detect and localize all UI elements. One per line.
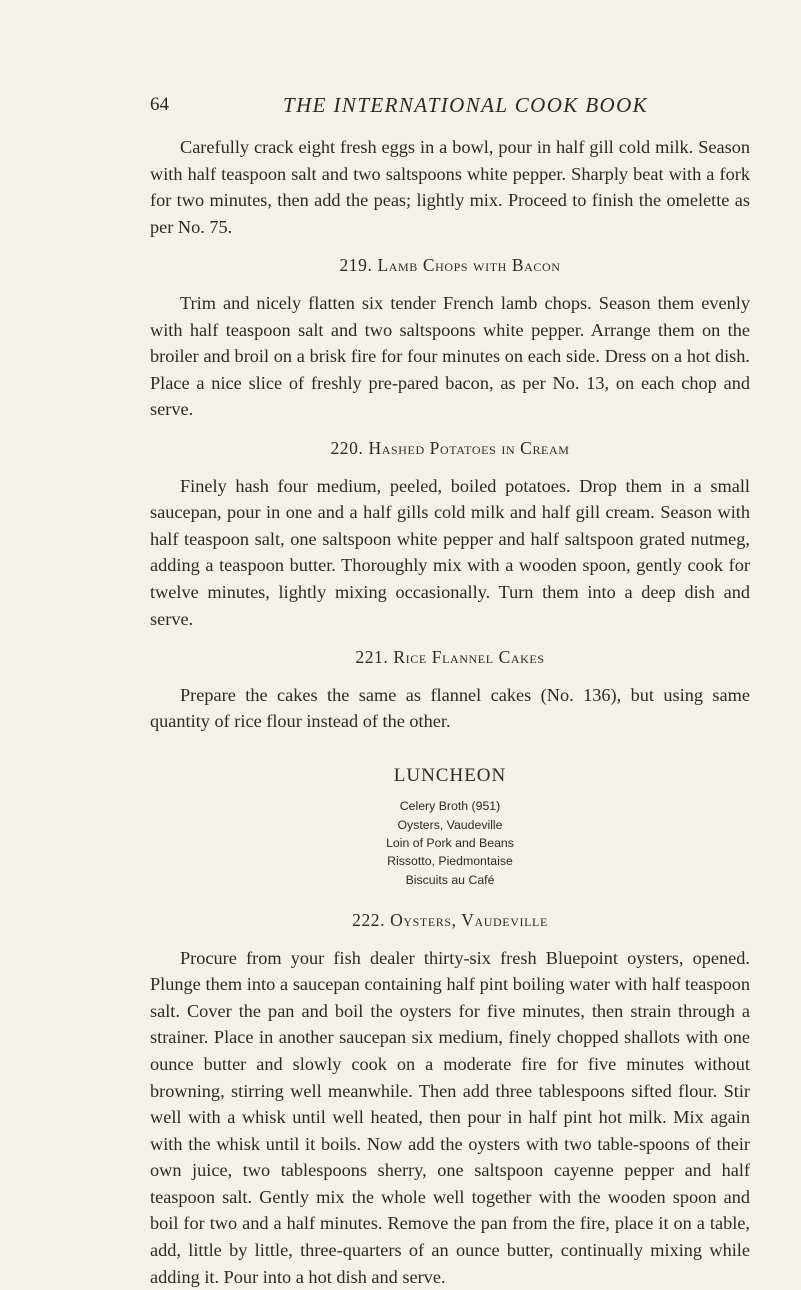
recipe-heading-220 — [150, 435, 750, 462]
recipe-title: Rice Flannel Cakes — [393, 647, 545, 668]
recipe-title: Oysters, Vaudeville — [390, 909, 548, 930]
recipe-heading-221 — [150, 644, 750, 671]
menu-item: Biscuits au Café — [405, 872, 495, 887]
recipe-number: 219. — [339, 255, 373, 276]
page-body — [150, 134, 750, 1290]
menu-item: Celery Broth (951) — [399, 799, 501, 814]
recipe-title: Lamb Chops with Bacon — [377, 255, 561, 276]
intro-paragraph: Carefully crack eight fresh eggs in a bowl, pour in half gill cold milk. Season with half teaspoon salt and two saltspoons white pepper. Sharply beat with a fork for two minutes, then add the peas; lightly mix. Proceed to finish the omelette as per No. 75. — [150, 137, 750, 237]
recipe-number: 222. — [352, 909, 386, 930]
recipe-title: Hashed Potatoes in Cream — [368, 437, 570, 458]
recipe-text-220: Finely hash four medium, peeled, boiled potatoes. Drop them in a small saucepan, pour in one and a half gills cold milk and half gill cream. Season with half teaspoon salt, one saltspoon white pepper and half saltspoon grated nutmeg, adding a teaspoon butter. Thoroughly mix with a wooden spoon, gently cook for twelve minutes, lightly mixing occasionally. Turn them into a deep dish and serve. — [150, 475, 750, 629]
recipe-number: 221. — [355, 647, 389, 668]
menu-items — [150, 797, 750, 888]
recipe-number: 220. — [330, 437, 364, 458]
menu-item: Loin of Pork and Beans — [386, 836, 514, 851]
page-number: 64 — [150, 94, 169, 115]
menu-item: Oysters, Vaudeville — [397, 817, 503, 832]
recipe-text-219: Trim and nicely flatten six tender French lamb chops. Season them evenly with half teaspoon salt and two saltspoons white pepper. Arrange them on the broiler and broil on a brisk fire for four minutes on each side. Dress on a hot dish. Place a nice slice of freshly pre-pared bacon, as per No. 13, on each chop and serve. — [150, 292, 750, 420]
recipe-text-222: Procure from your fish dealer thirty-six fresh Bluepoint oysters, opened. Plunge them into a saucepan containing half pint boiling water with half teaspoon salt. Cover the pan and boil the oysters for five minutes, then strain through a strainer. Place in another saucepan six medium, finely chopped shallots with one ounce butter and slowly cook on a moderate fire for five minutes without browning, stirring well meanwhile. Then add three tablespoons sifted flour. Stir well with a whisk until well heated, then pour in half pint hot milk. Mix again with the whisk until it boils. Now add the oysters with two table-spoons of their own juice, two tablespoons sherry, one saltspoon cayenne pepper and half teaspoon salt. Gently mix the whole well together with the wooden spoon and boil for two and a half minutes. Remove the pan from the fire, place it on a table, add, little by little, three-quarters of an ounce butter, continually mixing while adding it. Pour into a hot dish and serve. — [150, 947, 750, 1287]
menu-title: LUNCHEON — [393, 764, 507, 786]
running-head — [150, 94, 750, 122]
recipe-heading-222 — [150, 907, 750, 934]
recipe-text-221: Prepare the cakes the same as flannel cakes (No. 136), but using same quantity of rice flour instead of the other. — [150, 684, 750, 732]
book-title: THE INTERNATIONAL COOK BOOK — [283, 93, 649, 117]
recipe-heading-219 — [150, 252, 750, 279]
menu-item: Rissotto, Piedmontaise — [387, 854, 513, 869]
luncheon-menu — [150, 763, 750, 889]
